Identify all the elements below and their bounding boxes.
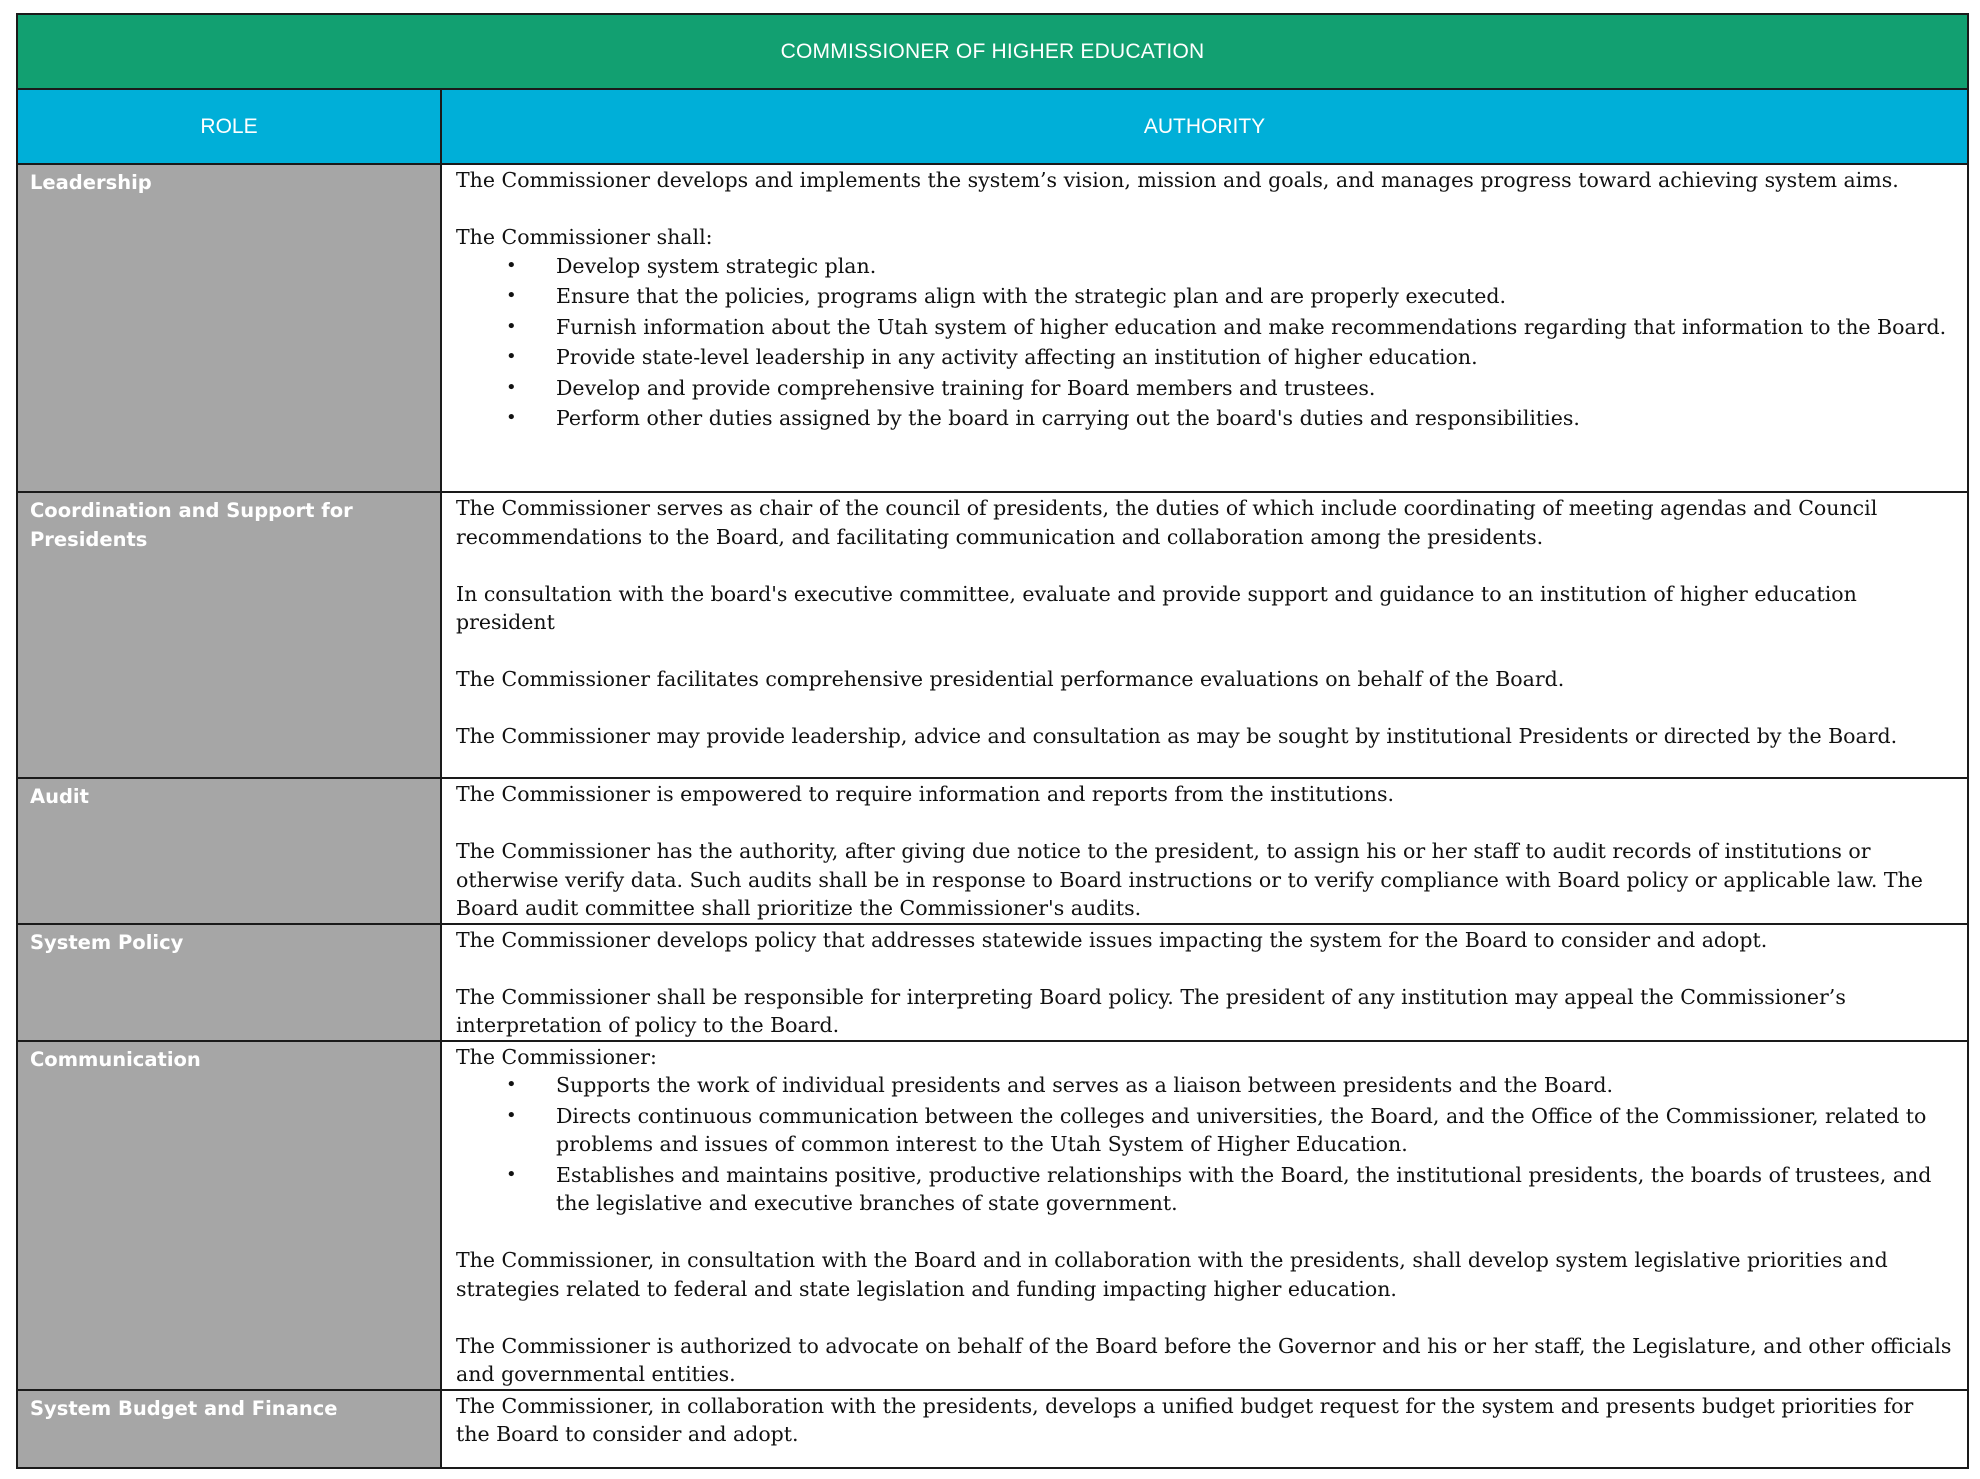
bullet-icon: • bbox=[506, 1074, 517, 1095]
bullet-icon: • bbox=[506, 1104, 517, 1126]
role-label-system-policy: System Policy bbox=[17, 924, 441, 1041]
list-item-text: Develop system strategic plan. bbox=[556, 253, 877, 278]
authority-budget-finance bbox=[441, 1390, 1968, 1468]
role-column-header: ROLE bbox=[17, 89, 441, 164]
list-item bbox=[506, 282, 1953, 311]
table-row bbox=[17, 492, 1968, 778]
list-item bbox=[506, 374, 1953, 403]
authority-paragraph: The Commissioner shall: bbox=[456, 225, 713, 249]
authority-coordination bbox=[441, 492, 1968, 778]
table-row bbox=[17, 1390, 1968, 1468]
authority-table-wrapper bbox=[16, 13, 1967, 1469]
bullet-icon: • bbox=[506, 285, 517, 306]
authority-leadership bbox=[441, 164, 1968, 492]
authority-paragraph: The Commissioner develops policy that addresses statewide issues impacting the system for the Board to consider and adopt. bbox=[456, 927, 1768, 952]
table-row bbox=[17, 1041, 1968, 1390]
authority-audit bbox=[441, 778, 1968, 924]
bullet-icon: • bbox=[506, 376, 517, 398]
authority-column-header: AUTHORITY bbox=[441, 89, 1968, 164]
list-item bbox=[506, 343, 1953, 372]
list-item bbox=[506, 313, 1953, 342]
authority-paragraph: The Commissioner may provide leadership, advice and consultation as may be sought by institutional Presidents or directed by the Board. bbox=[456, 724, 1898, 748]
authority-paragraph: The Commissioner shall be responsible for interpreting Board policy. The president of any institution may appeal the Commissioner’s interpretation of policy to the Board. bbox=[456, 984, 1846, 1037]
authority-paragraph: The Commissioner, in collaboration with the presidents, develops a unified budget request for the system and presents budget priorities for the Board to consider and adopt. bbox=[456, 1393, 1914, 1446]
role-label-coordination: Coordination and Support for Presidents bbox=[17, 492, 441, 778]
list-item-text: Furnish information about the Utah system of higher education and make recommendations regarding that information to the Board. bbox=[556, 314, 1947, 339]
list-item-text: Develop and provide comprehensive training for Board members and trustees. bbox=[556, 375, 1376, 400]
role-label-leadership: Leadership bbox=[17, 164, 441, 492]
header-row bbox=[17, 89, 1968, 164]
list-item-text: Ensure that the policies, programs align with the strategic plan and are properly executed. bbox=[556, 284, 1507, 308]
list-item bbox=[506, 252, 1953, 281]
title-row bbox=[17, 14, 1968, 89]
authority-paragraph: The Commissioner has the authority, after giving due notice to the president, to assign his or her staff to audit records of institutions or otherwise verify data. Such audits shall be in response to Board instructions or to verify compliance with Board policy or applicable law. The Board audit committee shall prioritize the Commissioner's audits. bbox=[456, 839, 1923, 920]
list-item bbox=[506, 1161, 1953, 1218]
bullet-list bbox=[456, 1071, 1953, 1218]
list-item bbox=[506, 1102, 1953, 1159]
authority-communication bbox=[441, 1041, 1968, 1390]
authority-paragraph: The Commissioner facilitates comprehensive presidential performance evaluations on behalf of the Board. bbox=[456, 667, 1565, 691]
list-item-text: Directs continuous communication between the colleges and universities, the Board, and the Office of the Commissioner, related to problems and issues of common interest to the Utah System of Higher Education. bbox=[556, 1103, 1927, 1156]
authority-table bbox=[16, 13, 1969, 1469]
role-label-communication: Communication bbox=[17, 1041, 441, 1390]
table-row bbox=[17, 924, 1968, 1041]
bullet-list bbox=[456, 252, 1953, 433]
authority-system-policy bbox=[441, 924, 1968, 1041]
bullet-icon: • bbox=[506, 346, 517, 367]
authority-paragraph: In consultation with the board's executive committee, evaluate and provide support and guidance to an institution of higher education president bbox=[456, 581, 1857, 634]
list-item-text: Supports the work of individual presidents and serves as a liaison between presidents and the Board. bbox=[556, 1073, 1613, 1097]
bullet-icon: • bbox=[506, 254, 517, 276]
list-item-text: Perform other duties assigned by the board in carrying out the board's duties and responsibilities. bbox=[556, 406, 1580, 430]
authority-paragraph: The Commissioner is empowered to require information and reports from the institutions. bbox=[456, 782, 1395, 806]
bullet-icon: • bbox=[506, 1163, 517, 1185]
authority-paragraph: The Commissioner is authorized to advocate on behalf of the Board before the Governor and his or her staff, the Legislature, and other officials and governmental entities. bbox=[456, 1333, 1952, 1386]
bullet-icon: • bbox=[506, 315, 517, 337]
list-item-text: Provide state-level leadership in any activity affecting an institution of higher education. bbox=[556, 345, 1478, 369]
authority-paragraph: The Commissioner, in consultation with the Board and in collaboration with the presidents, shall develop system legislative priorities and strategies related to federal and state legislation and funding impacting higher education. bbox=[456, 1248, 1888, 1301]
list-item bbox=[506, 1071, 1953, 1100]
list-item bbox=[506, 404, 1953, 433]
authority-paragraph: The Commissioner develops and implements the system’s vision, mission and goals, and manages progress toward achieving system aims. bbox=[456, 168, 1899, 192]
table-row bbox=[17, 778, 1968, 924]
table-row bbox=[17, 164, 1968, 492]
list-item-text: Establishes and maintains positive, productive relationships with the Board, the institutional presidents, the boards of trustees, and the legislative and executive branches of state government. bbox=[556, 1162, 1932, 1215]
role-label-audit: Audit bbox=[17, 778, 441, 924]
authority-paragraph: The Commissioner: bbox=[456, 1044, 657, 1069]
authority-paragraph: The Commissioner serves as chair of the council of presidents, the duties of which include coordinating of meeting agendas and Council recommendations to the Board, and facilitating communication and collaboration among the presidents. bbox=[456, 496, 1878, 549]
bullet-icon: • bbox=[506, 407, 517, 428]
table-title: COMMISSIONER OF HIGHER EDUCATION bbox=[17, 14, 1968, 89]
role-label-budget-finance: System Budget and Finance bbox=[17, 1390, 441, 1468]
